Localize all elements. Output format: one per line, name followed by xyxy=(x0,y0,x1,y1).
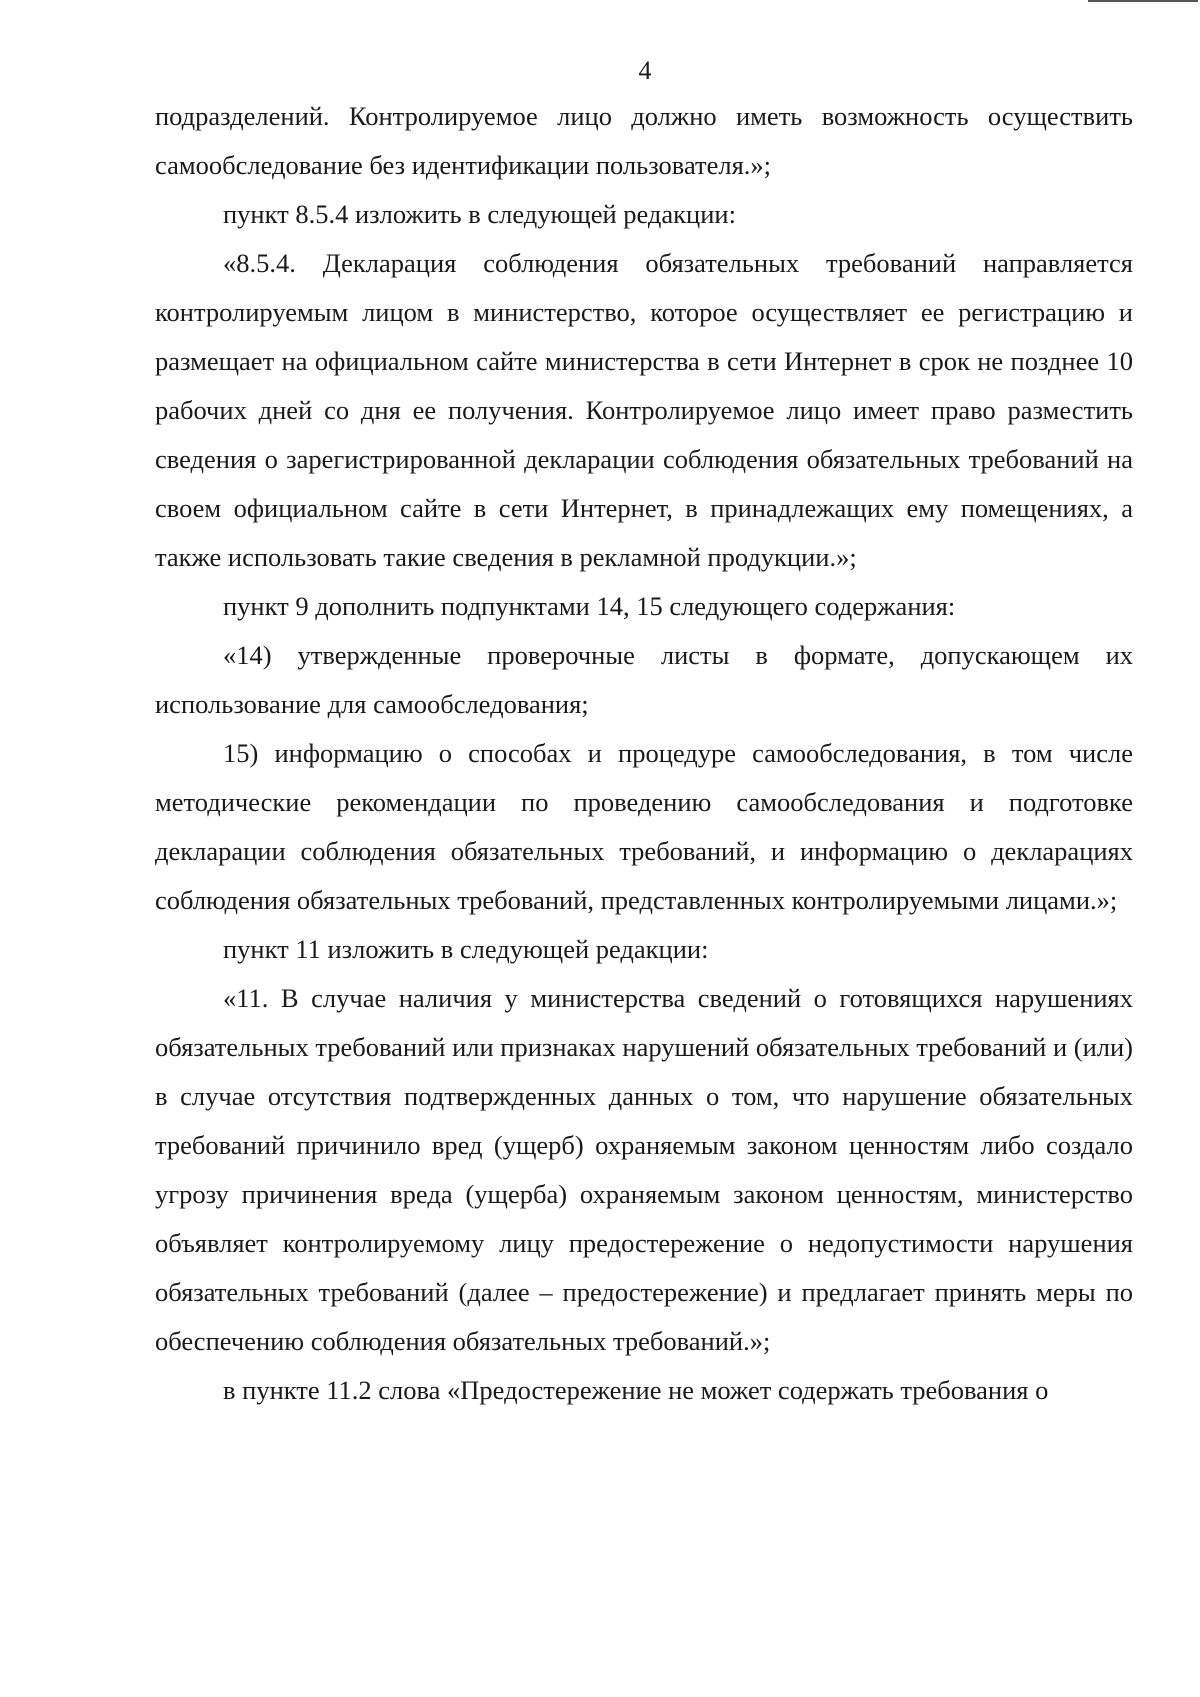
paragraph-continuation: подразделений. Контролируемое лицо должно иметь возможность осуществить самообследование без идентификации пользователя.»; xyxy=(155,101,1133,180)
paragraph-amendment-9-intro: пункт 9 дополнить подпунктами 14, 15 следующего содержания: xyxy=(223,591,956,621)
paragraph-amendment-11-intro: пункт 11 изложить в следующей редакции: xyxy=(223,934,709,964)
scan-edge-mark xyxy=(1088,0,1198,2)
paragraph-amendment-8-5-4-intro: пункт 8.5.4 изложить в следующей редакции: xyxy=(223,199,736,229)
paragraph-amendment-11-2: в пункте 11.2 слова «Предостережение не может содержать требования о xyxy=(223,1375,1049,1405)
paragraph-subitem-14: «14) утвержденные проверочные листы в формате, допускающем их использование для самообследования; xyxy=(155,640,1133,719)
page-number: 4 xyxy=(638,56,652,85)
paragraph-subitem-15: 15) информацию о способах и процедуре самообследования, в том числе методические рекомендации по проведению самообследования и подготовке декларации соблюдения обязательных требований, и информацию о декларациях соблюдения обязательных требований, представленных контролируемыми лицами.»; xyxy=(155,738,1133,915)
document-body xyxy=(155,92,1133,1415)
paragraph-amendment-11-text: «11. В случае наличия у министерства сведений о готовящихся нарушениях обязательных требований или признаках нарушений обязательных требований и (или) в случае отсутствия подтвержденных данных о том, что нарушение обязательных требований причинило вред (ущерб) охраняемым законом ценностям либо создало угрозу причинения вреда (ущерба) охраняемым законом ценностям, министерство объявляет контролируемому лицу предостережение о недопустимости нарушения обязательных требований (далее – предостережение) и предлагает принять меры по обеспечению соблюдения обязательных требований.»; xyxy=(155,983,1133,1356)
paragraph-amendment-8-5-4-text: «8.5.4. Декларация соблюдения обязательных требований направляется контролируемым лицом в министерство, которое осуществляет ее регистрацию и размещает на официальном сайте министерства в сети Интернет в срок не позднее 10 рабочих дней со дня ее получения. Контролируемое лицо имеет право разместить сведения о зарегистрированной декларации соблюдения обязательных требований на своем официальном сайте в сети Интернет, в принадлежащих ему помещениях, а также использовать такие сведения в рекламной продукции.»; xyxy=(155,248,1133,572)
